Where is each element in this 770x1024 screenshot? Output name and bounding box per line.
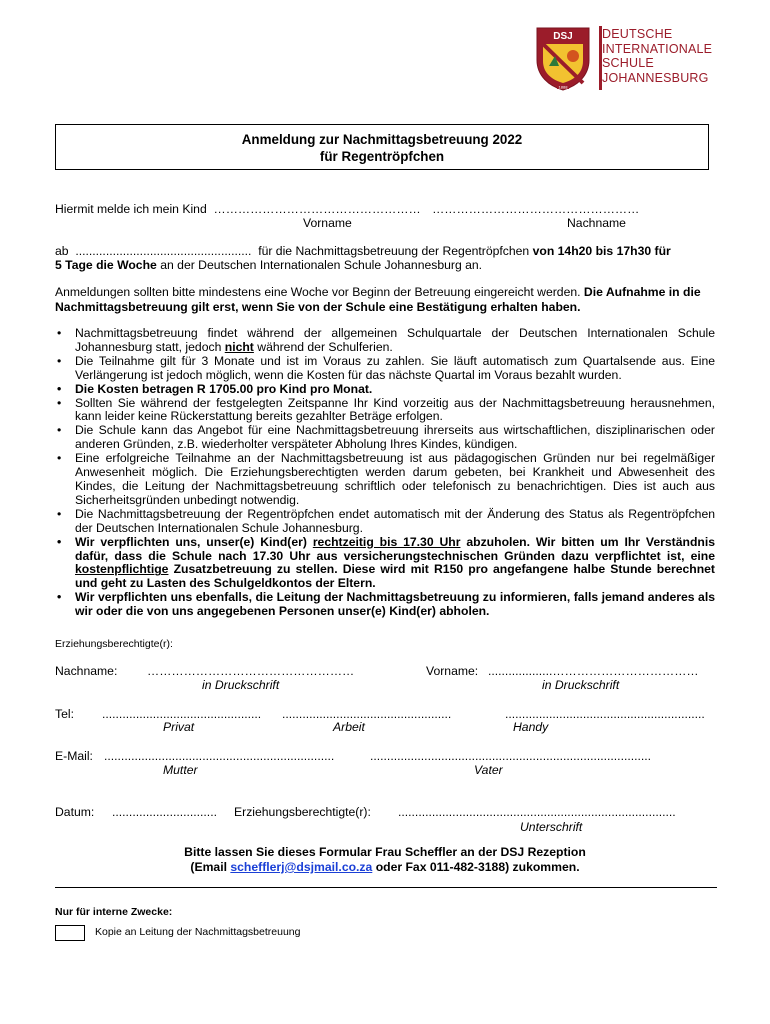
bullet-emphasis: kostenpflichtige — [75, 562, 169, 577]
list-item: • Sollten Sie während der festgelegten Zeitspanne Ihr Kind vorzeitig aus der Nachmittagsbetreuung herausnehmen, kann leider keine Rückerstattung bereits gezahlter Beträge erfolgen. — [55, 397, 715, 425]
child-vorname-field[interactable]: …………………………………………… — [213, 202, 421, 216]
return-instruction-text: oder Fax 011-482-3188) zukommen. — [375, 860, 580, 874]
tel-arbeit-field[interactable]: .................................................. — [282, 707, 452, 721]
vorname-label: Vorname: — [426, 664, 479, 678]
logo-text: DSJ — [553, 31, 573, 42]
bullet-emphasis: nicht — [224, 339, 254, 354]
list-item: • Die Kosten betragen R 1705.00 pro Kind pro Monat. — [55, 383, 715, 397]
bullet-text: Nachmittagsbetreuung findet während der allgemeinen Schulquartale der Deutschen Internationalen Schule Johannesburg statt, jedoch — [75, 326, 715, 354]
school-crest-logo — [533, 26, 593, 92]
form-title-box — [55, 124, 709, 170]
school-location: an der Deutschen Internationalen Schule Johannesburg an. — [160, 258, 483, 272]
return-instruction-text: (Email — [190, 860, 227, 874]
email-mutter-hint: Mutter — [163, 763, 198, 777]
bullet-emphasis: rechtzeitig bis 17.30 Uhr — [312, 534, 461, 549]
list-item: • Eine erfolgreiche Teilnahme an der Nachmittagsbetreuung ist aus pädagogischen Gründen nur bei regelmäßiger Anwesenheit möglich. Die Erziehungsberechtigten werden darum gebeten, bei Krankheit und Abwesenheit des Kindes, die Leitung der Nachmittagsbetreuung schriftlich oder telefonisch zu benachrichtigen. Dies ist auch aus Sicherheitsgründen unbedingt notwendig. — [55, 452, 715, 508]
list-item: • Die Teilnahme gilt für 3 Monate und ist im Voraus zu zahlen. Sie läuft automatisch zum Quartalsende aus. Eine Verlängerung ist jedoch möglich, wenn die Kosten für das nächste Quartal im Voraus bezahlt wurden. — [55, 355, 715, 383]
start-date-field[interactable]: .................................................... — [75, 244, 252, 258]
bullet-text: Wir verpflichten uns, unser(e) Kind(er) — [75, 534, 307, 549]
return-instruction: Bitte lassen Sie dieses Formular Frau Scheffler an der DSJ Rezeption — [184, 845, 586, 859]
form-subtitle: für Regentröpfchen — [319, 149, 445, 164]
druckschrift-hint: in Druckschrift — [542, 678, 620, 692]
registration-notice — [55, 285, 715, 314]
bullet-text: während der Schulferien. — [257, 339, 393, 354]
start-date-line — [55, 244, 671, 258]
days-per-week: 5 Tage die Woche — [55, 258, 157, 272]
email-label: E-Mail: — [55, 749, 93, 763]
notice-text: Anmeldungen sollten bitte mindestens eine Woche vor Beginn der Betreuung eingereicht werden. — [55, 285, 581, 299]
internal-use-label: Nur für interne Zwecke: — [55, 906, 173, 918]
tel-handy-hint: Handy — [513, 720, 549, 734]
list-item — [55, 327, 715, 355]
guardian-nachname-field[interactable]: …………………………………………… — [147, 664, 355, 678]
druckschrift-hint: in Druckschrift — [202, 678, 280, 692]
school-name-line: JOHANNESBURG — [602, 70, 709, 85]
child-nachname-label: Nachname — [567, 216, 626, 230]
logo-year: 1888 — [558, 84, 568, 90]
school-name-line: INTERNATIONALE — [602, 41, 713, 56]
footer-divider — [55, 887, 717, 888]
list-item: • Wir verpflichten uns ebenfalls, die Leitung der Nachmittagsbetreuung zu informieren, falls jemand anderes als wir oder die von uns angegebenen Personen unser(e) Kind(er) abholen. — [55, 591, 715, 619]
child-nachname-field[interactable]: …………………………………………… — [432, 202, 640, 216]
datum-label: Datum: — [55, 805, 95, 819]
email-vater-hint: Vater — [474, 763, 503, 777]
bullet-text: Zusatzbetreuung zu stellen. Diese wird mit R150 pro angefangene halbe Stunde berechnet und geht zu Lasten des Schulgeldkontos der Eltern. — [75, 562, 715, 591]
form-title: Anmeldung zur Nachmittagsbetreuung 2022 — [241, 132, 523, 147]
child-vorname-label: Vorname — [303, 216, 352, 230]
reception-email-link[interactable]: schefflerj@dsjmail.co.za — [230, 860, 373, 874]
signature-field[interactable]: .................................................................................. — [398, 805, 676, 819]
ab-time: von 14h20 bis 17h30 für — [532, 244, 671, 258]
tel-privat-hint: Privat — [163, 720, 195, 734]
intro-prefix: Hiermit melde ich mein Kind — [55, 202, 207, 216]
nachname-label: Nachname: — [55, 664, 118, 678]
return-instruction-2 — [55, 860, 715, 874]
tel-arbeit-hint: Arbeit — [333, 720, 365, 734]
start-date-line-2 — [55, 258, 482, 272]
school-name-line: SCHULE — [602, 56, 654, 70]
copy-checkbox[interactable] — [55, 925, 85, 941]
tel-label: Tel: — [55, 707, 74, 721]
ab-label: ab — [55, 244, 69, 258]
guardian-vorname-field[interactable]: ...................……………………………… — [488, 664, 699, 678]
bullet-text: abzuholen. Wir bitten um Ihr Verständnis dafür, dass die Schule nach 17.30 Uhr aus versicherungstechnischen Gründen dazu verpflichtet ist, eine — [75, 534, 715, 563]
notice-bold: Die Aufnahme in die Nachmittagsbetreuung gilt erst, wenn Sie von der Schule eine Bestätigung erhalten haben. — [55, 285, 701, 314]
list-item: • Die Nachmittagsbetreuung der Regentröpfchen endet automatisch mit der Änderung des Status als Regentröpfchen der Deutschen Internationalen Schule Johannesburg. — [55, 508, 715, 536]
signature-label: Erziehungsberechtigte(r): — [234, 805, 371, 819]
email-mutter-field[interactable]: .................................................................... — [104, 749, 335, 763]
school-name-line: DEUTSCHE — [602, 27, 673, 41]
list-item — [55, 536, 715, 592]
datum-field[interactable]: ............................... — [112, 805, 217, 819]
school-name — [602, 27, 712, 85]
tel-privat-field[interactable]: ............................................... — [102, 707, 262, 721]
copy-checkbox-label: Kopie an Leitung der Nachmittagsbetreuung — [95, 926, 301, 938]
tel-handy-field[interactable]: ........................................................... — [505, 707, 705, 721]
ab-text: für die Nachmittagsbetreuung der Regentröpfchen — [258, 244, 530, 258]
guardian-section-label: Erziehungsberechtigte(r): — [55, 638, 173, 650]
list-item: • Die Schule kann das Angebot für eine Nachmittagsbetreuung ihrerseits aus wirtschaftlichen, disziplinarischen oder anderen Gründen, z.B. wiederholter verspäteter Abholung Ihres Kindes, kündigen. — [55, 424, 715, 452]
email-vater-field[interactable]: ................................................................................... — [370, 749, 652, 763]
signature-hint: Unterschrift — [520, 820, 583, 834]
child-name-line — [55, 202, 639, 216]
conditions-list — [55, 327, 715, 619]
